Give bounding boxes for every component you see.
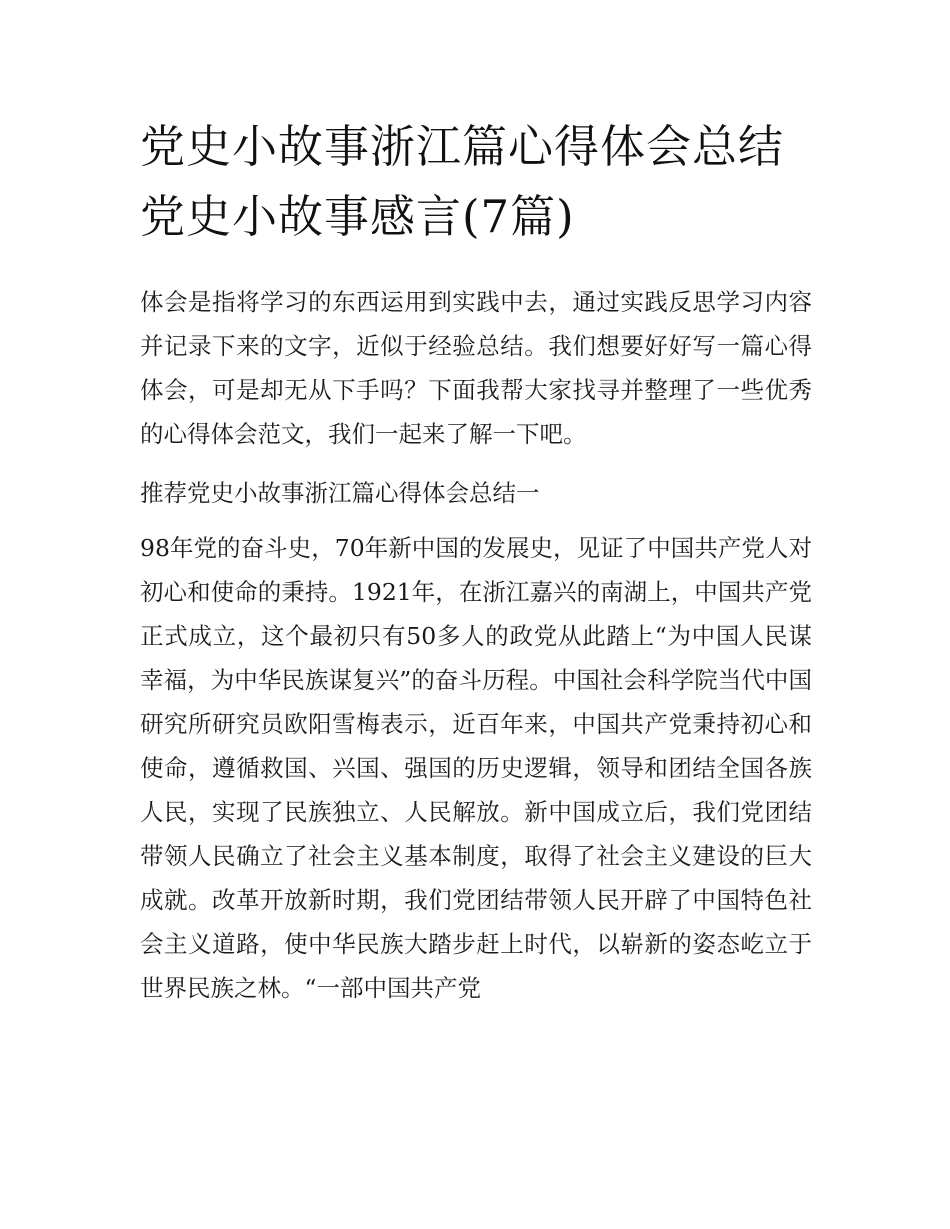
document-title: 党史小故事浙江篇心得体会总结 党史小故事感言(7篇) xyxy=(140,120,785,243)
section-heading: 推荐党史小故事浙江篇心得体会总结一 xyxy=(140,479,540,507)
body-paragraph: 98年党的奋斗史，70年新中国的发展史，见证了中国共产党人对初心和使命的秉持。1921年，在浙江嘉兴的南湖上，中国共产党正式成立，这个最初只有50多人的政党从此踏上“为中国人民谋幸福，为中华民族谋复兴”的奋斗历程。中国社会科学院当代中国研究所研究员欧阳雪梅表示，近百年来，中国共产党秉持初心和使命，遵循救国、兴国、强国的历史逻辑，领导和团结全国各族人民，实现了民族独立、人民解放。新中国成立后，我们党团结带领人民确立了社会主义基本制度，取得了社会主义建设的巨大成就。改革开放新时期，我们党团结带领人民开辟了中国特色社会主义道路，使中华民族大踏步赶上时代，以崭新的姿态屹立于世界民族之林。“一部中国共产党 xyxy=(140,534,812,1002)
intro-paragraph: 体会是指将学习的东西运用到实践中去，通过实践反思学习内容并记录下来的文字，近似于经验总结。我们想要好好写一篇心得体会，可是却无从下手吗？下面我帮大家找寻并整理了一些优秀的心得体会范文，我们一起来了解一下吧。 xyxy=(140,288,812,448)
document-content xyxy=(140,280,812,1010)
